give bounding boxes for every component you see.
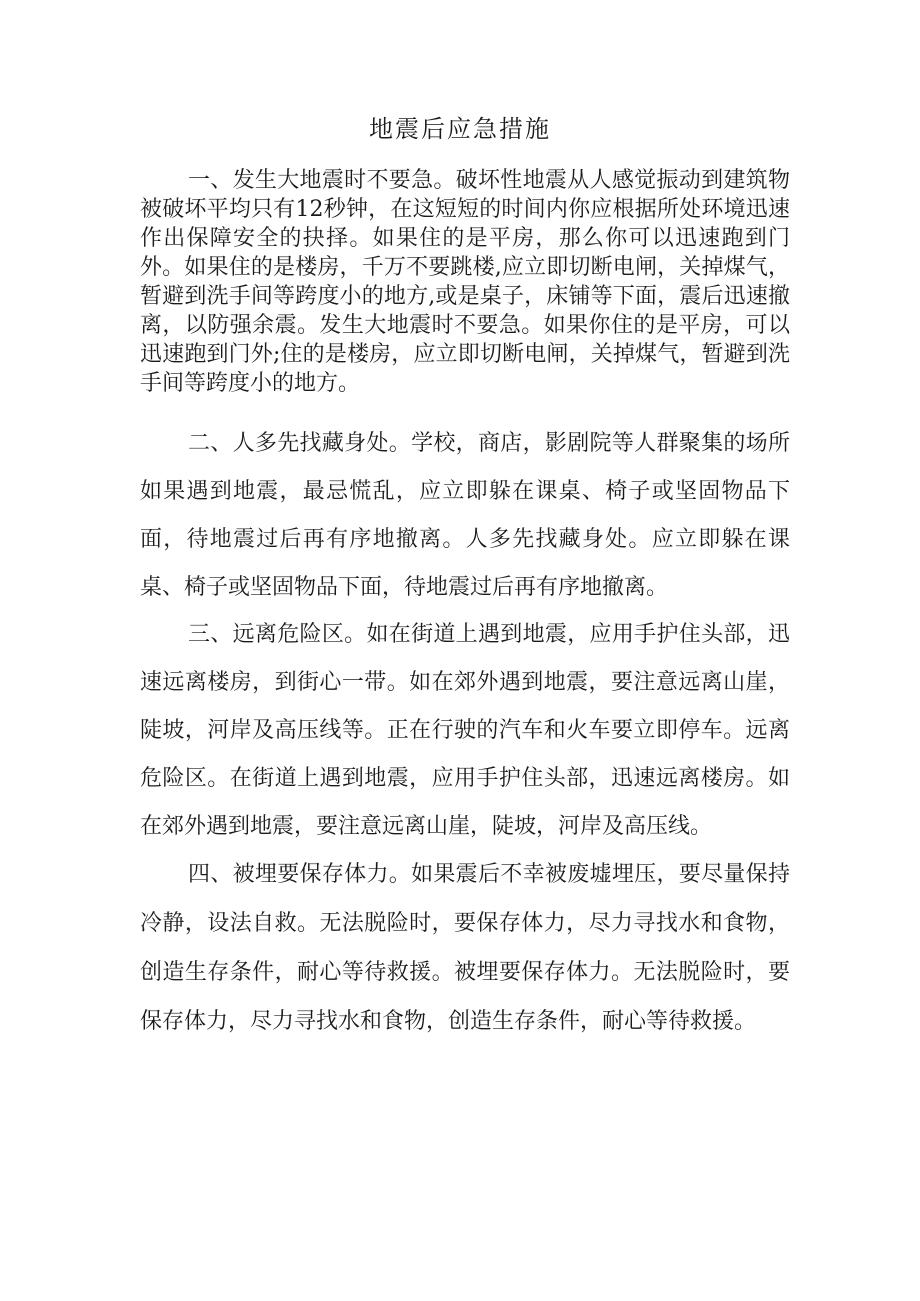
paragraph-1: 一、发生大地震时不要急。破坏性地震从人感觉振动到建筑物被破坏平均只有12秒钟，在这短短的时间内你应根据所处环境迅速作出保障安全的抉择。如果住的是平房，那么你可以迅速跑到门外。如果住的是楼房，千万不要跳楼,应立即切断电闸，关掉煤气，暂避到洗手间等跨度小的地方,或是桌子，床铺等下面，震后迅速撤离，以防强余震。发生大地震时不要急。如果你住的是平房，可以迅速跑到门外;住的是楼房，应立即切断电闸，关掉煤气，暂避到洗手间等跨度小的地方。 (140, 168, 790, 396)
document-title: 地震后应急措施 (369, 115, 551, 143)
paragraph-4: 四、被埋要保存体力。如果震后不幸被废墟埋压，要尽量保持冷静，设法自救。无法脱险时，要保存体力，尽力寻找水和食物，创造生存条件，耐心等待救援。被埋要保存体力。无法脱险时，要保存体力，尽力寻找水和食物，创造生存条件，耐心等待救援。 (140, 862, 790, 1034)
paragraph-3: 三、远离危险区。如在街道上遇到地震，应用手护住头部，迅速远离楼房，到街心一带。如在郊外遇到地震，要注意远离山崖，陡坡，河岸及高压线等。正在行驶的汽车和火车要立即停车。远离危险区。在街道上遇到地震，应用手护住头部，迅速远离楼房。如在郊外遇到地震，要注意远离山崖，陡坡，河岸及高压线。 (140, 622, 790, 839)
paragraph-2: 二、人多先找藏身处。学校，商店，影剧院等人群聚集的场所如果遇到地震，最忌慌乱，应立即躲在课桌、椅子或坚固物品下面，待地震过后再有序地撤离。人多先找藏身处。应立即躲在课桌、椅子或坚固物品下面，待地震过后再有序地撤离。 (140, 431, 790, 600)
